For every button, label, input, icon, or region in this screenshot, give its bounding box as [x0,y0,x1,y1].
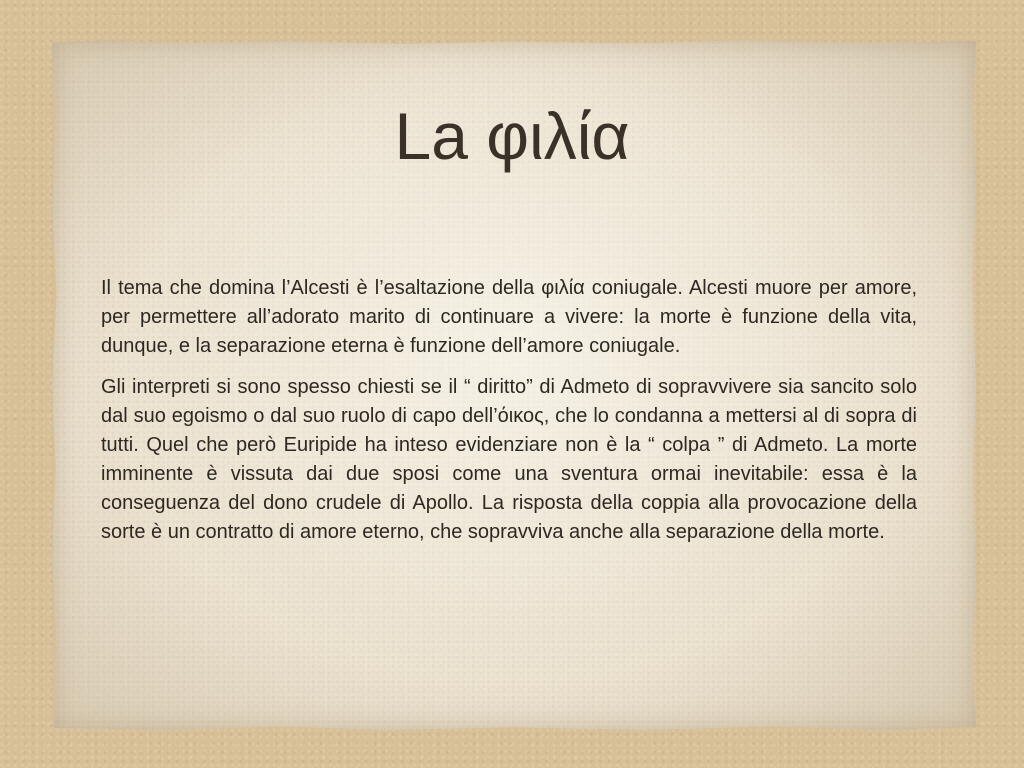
paragraph-1: Il tema che domina l’Alcesti è l’esaltazione della φιλία coniugale. Alcesti muore per amore, per permettere all’adorato marito di continuare a vivere: la morte è funzione della vita, dunque, e la separazione eterna è funzione dell’amore coniugale. [101,277,917,357]
slide-title: La φιλία [394,99,630,173]
paragraph-2: Gli interpreti si sono spesso chiesti se il “ diritto” di Admeto di sopravvivere sia sancito solo dal suo egoismo o dal suo ruolo di capo dell’όικος, che lo condanna a mettersi al di sopra di tutti. Quel che però Euripide ha inteso evidenziare non è la “ colpa ” di Admeto. La morte imminente è vissuta dai due sposi come una sventura ormai inevitabile: essa è la conseguenza del dono crudele di Apollo. La risposta della coppia alla provocazione della sorte è un contratto di amore eterno, che sopravviva anche alla separazione della morte. [101,376,917,543]
slide-body [101,274,917,559]
